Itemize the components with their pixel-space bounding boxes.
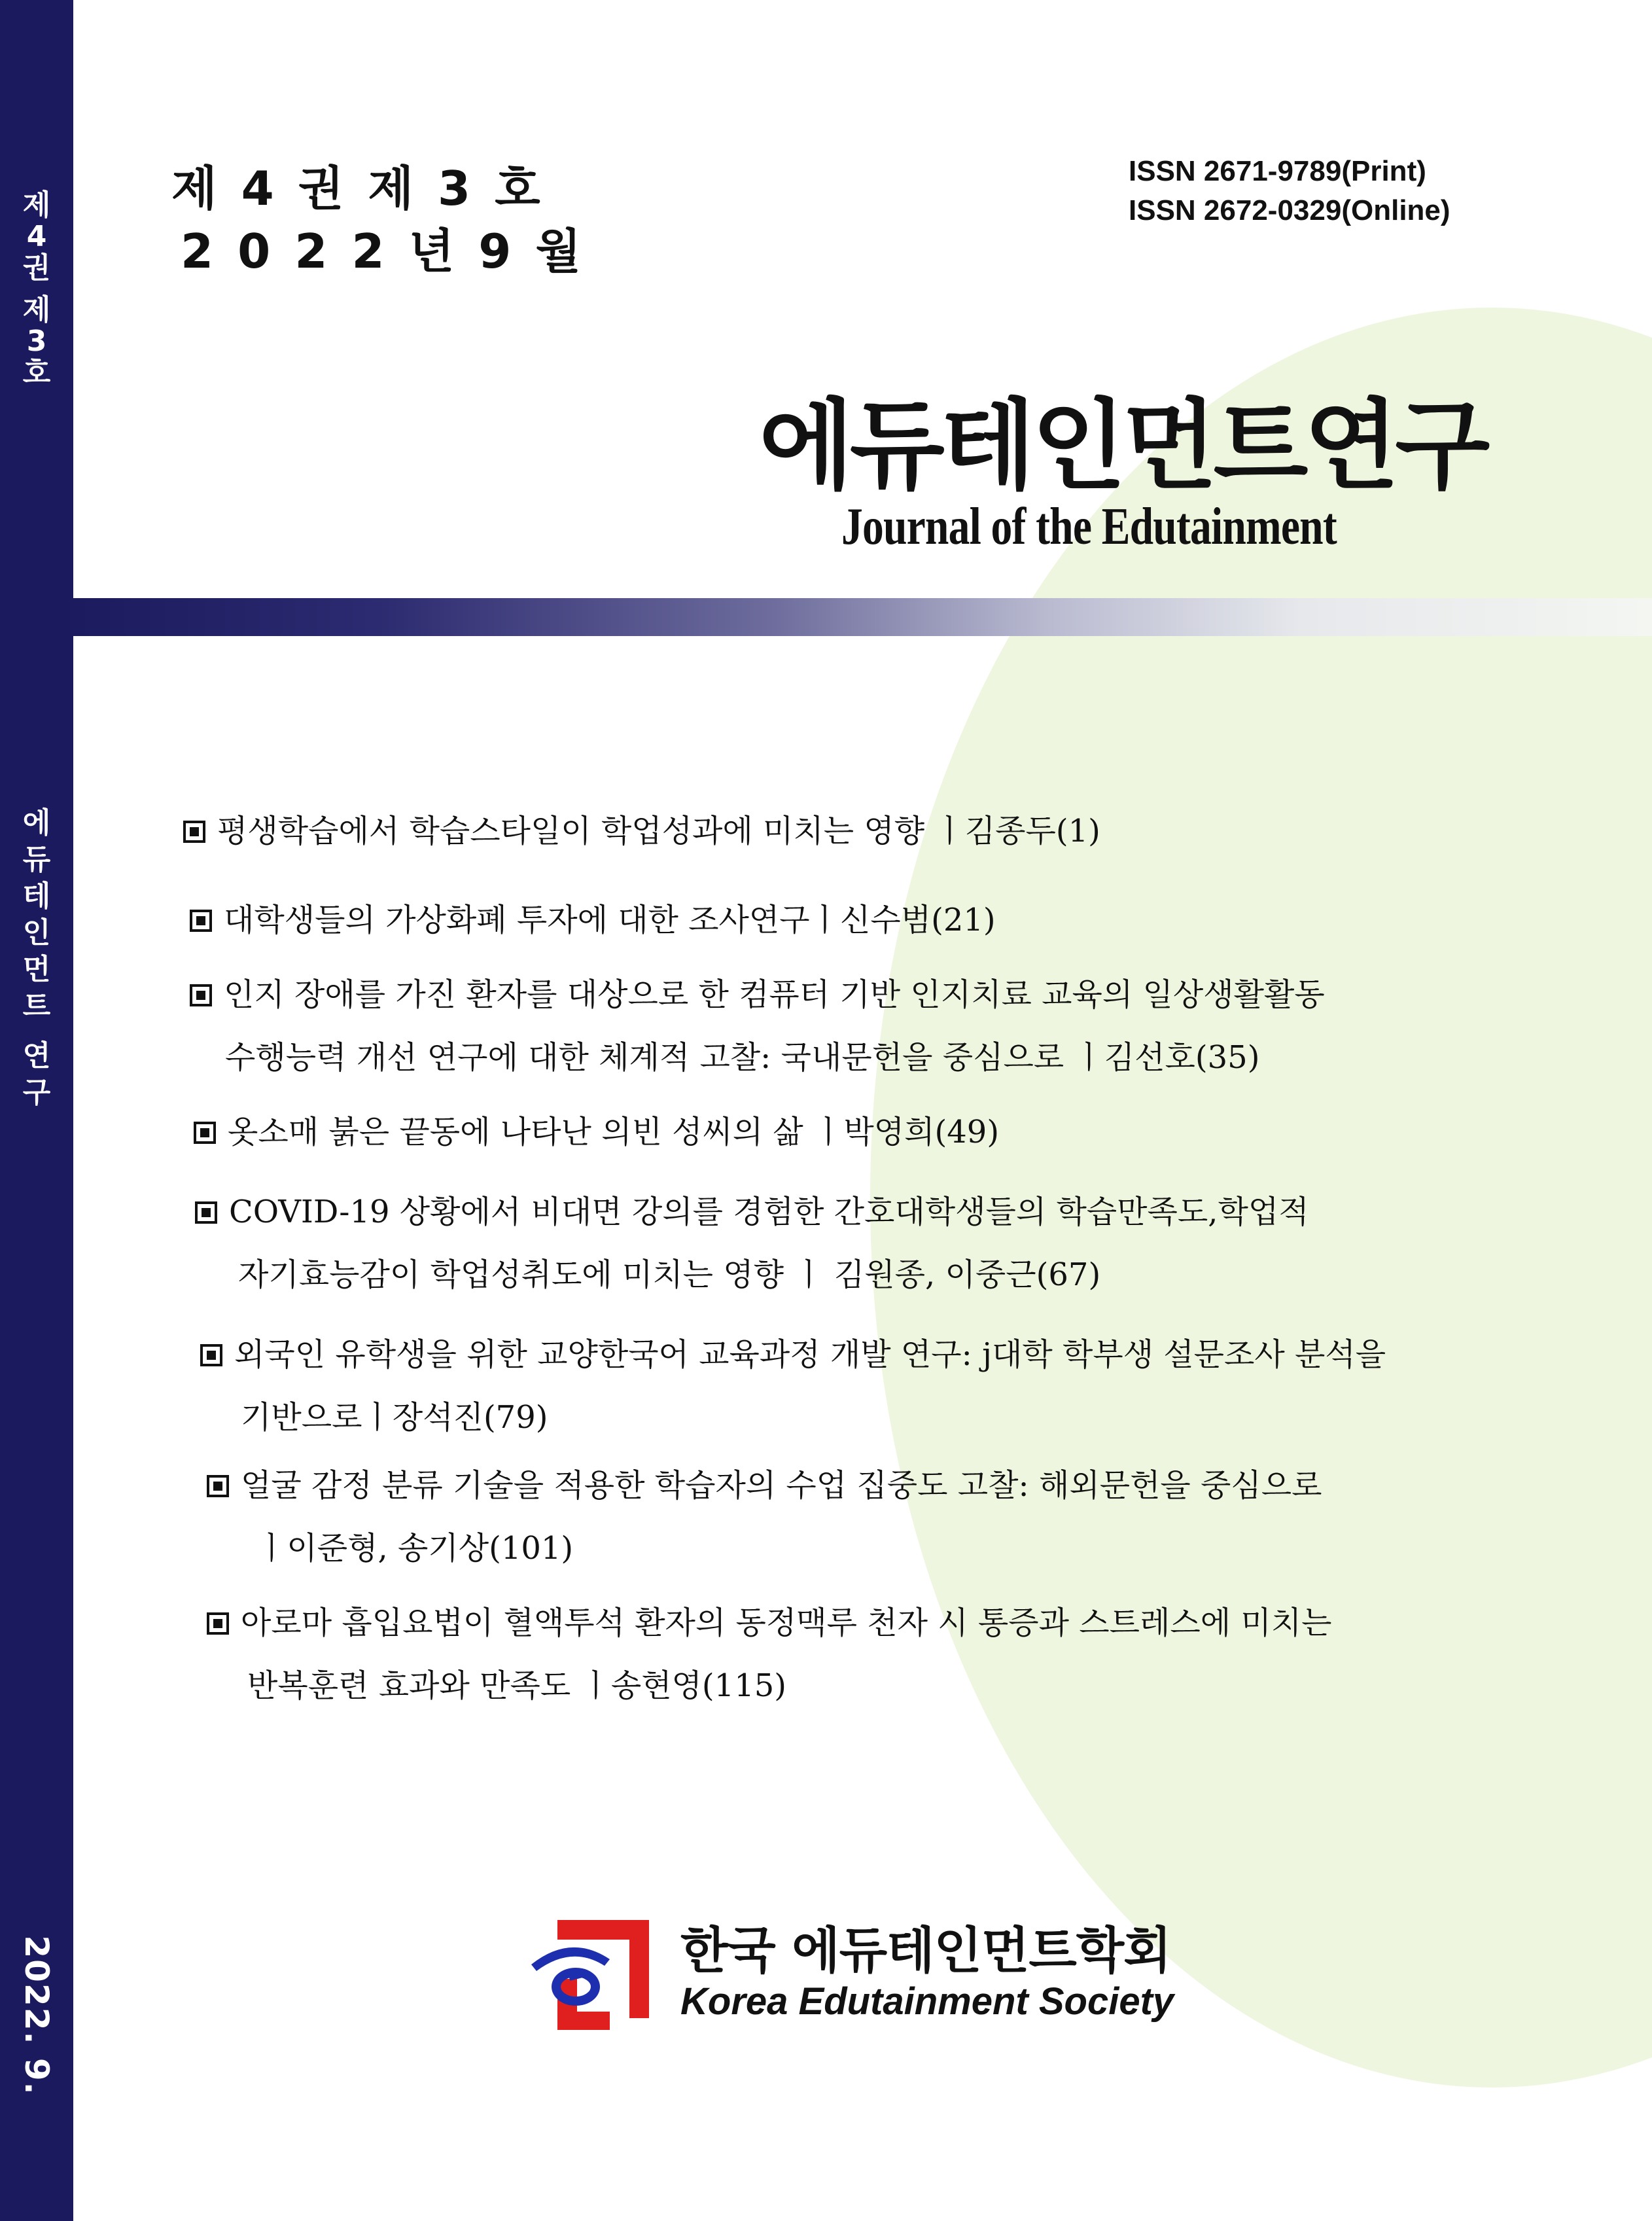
toc-item[interactable] bbox=[207, 1603, 1331, 1705]
bullet-icon bbox=[195, 1201, 217, 1224]
toc-line: 반복훈련 효과와 만족도 ㅣ송현영(115) bbox=[247, 1667, 786, 1704]
bullet-icon bbox=[190, 910, 212, 932]
society-logo-icon bbox=[531, 1913, 662, 2038]
toc-item[interactable] bbox=[194, 1112, 999, 1152]
spine-char: 트 bbox=[22, 989, 51, 1023]
bullet-icon bbox=[207, 1475, 229, 1497]
spine-char: 테 bbox=[22, 880, 51, 913]
toc-line: 옷소매 붉은 끝동에 나타난 의빈 성씨의 삶 ㅣ박영희(49) bbox=[228, 1114, 1000, 1150]
toc-line: 인지 장애를 가진 환자를 대상으로 한 컴퓨터 기반 인지치료 교육의 일상생활활동 bbox=[224, 976, 1325, 1013]
toc-item[interactable] bbox=[200, 1335, 1386, 1437]
spine-date: 2022. 9. bbox=[18, 1935, 56, 2096]
bullet-icon bbox=[194, 1122, 216, 1144]
toc-line: COVID-19 상황에서 비대면 강의를 경험한 간호대학생들의 학습만족도,학업적 bbox=[229, 1194, 1309, 1230]
bullet-icon bbox=[207, 1612, 229, 1635]
spine-char: 제 bbox=[22, 188, 51, 222]
volume-info bbox=[171, 157, 585, 283]
toc-item[interactable] bbox=[207, 1466, 1322, 1568]
issn-print: ISSN 2671-9789(Print) bbox=[1129, 155, 1426, 187]
bullet-icon bbox=[200, 1344, 222, 1366]
spine-char: 권 bbox=[22, 251, 51, 285]
header-band bbox=[58, 598, 1652, 636]
journal-title-ko: 에듀테인먼트연구 bbox=[759, 389, 1486, 503]
toc-line: 얼굴 감정 분류 기술을 적용한 학습자의 수업 집중도 고찰: 해외문헌을 중심으로 bbox=[241, 1467, 1322, 1504]
toc-item[interactable] bbox=[195, 1192, 1309, 1294]
spine-char: 구 bbox=[22, 1076, 51, 1109]
spine-char: 4 bbox=[26, 220, 47, 253]
spine-char: 호 bbox=[22, 356, 51, 389]
toc-line: ㅣ이준형, 송기상(101) bbox=[256, 1530, 574, 1567]
toc-item[interactable] bbox=[183, 811, 1100, 851]
toc-item[interactable] bbox=[190, 975, 1325, 1077]
toc-line: 외국인 유학생을 위한 교양한국어 교육과정 개발 연구: j대학 학부생 설문조사 분석을 bbox=[234, 1336, 1386, 1373]
toc-line: 자기효능감이 학업성취도에 미치는 영향 ㅣ 김원종, 이중근(67) bbox=[238, 1256, 1101, 1293]
spine-title bbox=[0, 805, 73, 1111]
society-name-en: Korea Edutainment Society bbox=[680, 1980, 1174, 2023]
issn-block bbox=[1129, 152, 1450, 230]
society-name-ko: 한국 에듀테인먼트학회 bbox=[680, 1921, 1171, 1980]
spine-char: 연 bbox=[22, 1039, 51, 1073]
toc-line: 아로마 흡입요법이 혈액투석 환자의 동정맥루 천자 시 통증과 스트레스에 미치는 bbox=[241, 1605, 1332, 1641]
toc-line: 평생학습에서 학습스타일이 학업성과에 미치는 영향 ㅣ김종두(1) bbox=[217, 813, 1100, 849]
spine-volume bbox=[0, 190, 73, 389]
journal-title-en: Journal of the Edutainment bbox=[841, 498, 1337, 556]
spine-char: 제 bbox=[22, 293, 51, 327]
bullet-icon bbox=[183, 821, 205, 843]
issue-date: 2 0 2 2 년 9 월 bbox=[181, 224, 585, 279]
spine-char: 인 bbox=[22, 916, 51, 950]
toc-line: 기반으로ㅣ장석진(79) bbox=[241, 1399, 548, 1436]
spine-char: 에 bbox=[22, 806, 51, 840]
spine-char: 3 bbox=[26, 325, 47, 358]
bullet-icon bbox=[190, 984, 212, 1006]
spine-char: 듀 bbox=[22, 843, 51, 876]
spine-char: 먼 bbox=[22, 953, 51, 986]
volume-number: 제 4 권 제 3 호 bbox=[171, 161, 544, 216]
toc-line: 대학생들의 가상화폐 투자에 대한 조사연구ㅣ신수범(21) bbox=[224, 902, 996, 938]
toc-line: 수행능력 개선 연구에 대한 체계적 고찰: 국내문헌을 중심으로 ㅣ김선호(35) bbox=[225, 1039, 1260, 1076]
toc-item[interactable] bbox=[190, 900, 996, 940]
issn-online: ISSN 2672-0329(Online) bbox=[1129, 194, 1450, 226]
